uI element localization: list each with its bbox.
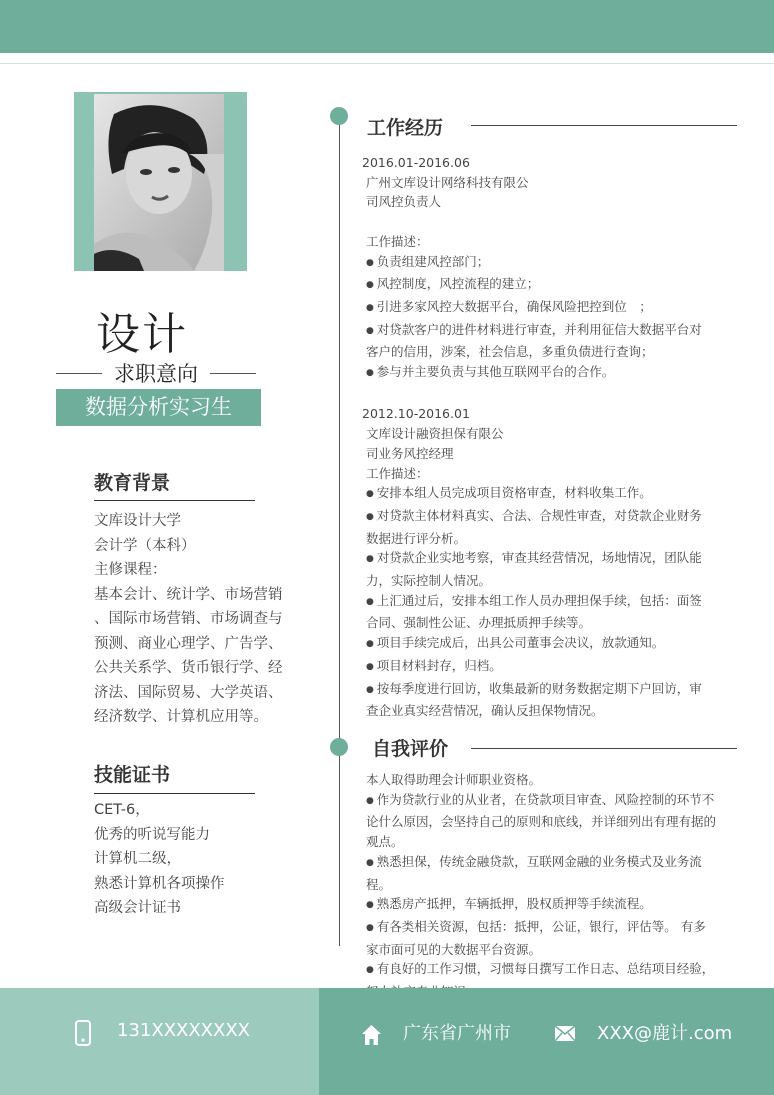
target-position: 数据分析实习生 bbox=[56, 389, 261, 426]
education-heading: 教育背景 bbox=[94, 472, 171, 494]
job-duty: ● 参与并主要负责与其他互联网平台的合作。 bbox=[362, 362, 714, 385]
job-desc-label: 工作描述： bbox=[366, 233, 429, 249]
top-divider bbox=[0, 63, 774, 64]
education-line: 、国际市场营销、市场调查与 bbox=[94, 611, 283, 627]
profile-photo bbox=[94, 94, 224, 271]
intent-rule-right bbox=[210, 373, 256, 374]
job-company: 文库设计融资担保有限公 bbox=[366, 426, 504, 442]
job-title: 司风控负责人 bbox=[366, 194, 442, 210]
timeline-line bbox=[339, 116, 340, 946]
education-line: 预测、商业心理学、广告学、 bbox=[94, 635, 283, 652]
job-intent-label: 求职意向 bbox=[114, 362, 198, 386]
skill-line: 高级会计证书 bbox=[94, 900, 181, 916]
job-duty: ● 安排本组人员完成项目资格审查，材料收集工作。 bbox=[362, 483, 714, 506]
email: XXX@鹿计.com bbox=[597, 1023, 733, 1044]
job-intent-row bbox=[56, 358, 256, 386]
job-period: 2016.01-2016.06 bbox=[362, 155, 470, 170]
job-duty: ● 对贷款客户的进件材料进行审查，并利用征信大数据平台对客户的信用，涉案，社会信息，多重负债进行查询； bbox=[362, 320, 714, 362]
education-list bbox=[94, 509, 304, 730]
skills-list bbox=[94, 798, 304, 921]
job-duty: ● 上汇通过后，安排本组工作人员办理担保手续，包括：面签合同、强制性公证、办理抵质押手续等。 bbox=[362, 591, 714, 633]
timeline-dot-work bbox=[330, 107, 348, 125]
phone-icon bbox=[75, 1020, 91, 1050]
address: 广东省广州市 bbox=[403, 1023, 511, 1044]
work-rule bbox=[471, 125, 737, 126]
job-duty: ● 项目材料封存，归档。 bbox=[362, 656, 714, 679]
spacer bbox=[362, 212, 714, 232]
education-line: 济法、国际贸易、大学英语、 bbox=[94, 684, 283, 701]
job-desc-label: 工作描述： bbox=[366, 465, 429, 481]
self-eval-point: ● 熟悉担保，传统金融贷款，互联网金融的业务模式及业务流程。 bbox=[366, 852, 718, 894]
job-duty: ● 风控制度，风控流程的建立； bbox=[362, 274, 714, 297]
mail-icon bbox=[555, 1026, 575, 1045]
education-line: 会计学（本科） bbox=[94, 537, 196, 554]
education-line: 文库设计大学 bbox=[94, 513, 181, 529]
skill-line: 熟悉计算机各项操作 bbox=[94, 875, 225, 892]
self-eval-point: ● 有良好的工作习惯，习惯每日撰写工作日志、总结项目经验， bbox=[366, 959, 718, 1001]
spacer bbox=[362, 385, 714, 405]
skill-line: 计算机二级， bbox=[94, 851, 181, 867]
job-duty: ● 对贷款企业实地考察，审查其经营情况，场地情况，团队能力，实际控制人情况。 bbox=[362, 548, 714, 590]
job-duty: ● 负责组建风控部门； bbox=[362, 252, 714, 275]
job-duty: ● 按每季度进行回访，收集最新的财务数据定期下户回访，审查企业真实经营情况，确认反担保物情况。 bbox=[362, 679, 714, 721]
job-duty: ● 对贷款主体材料真实、合法、合规性审查，对贷款企业财务数据进行评分析。 bbox=[362, 506, 714, 548]
job-duty: ● 项目手续完成后，出具公司董事会决议，放款通知。 bbox=[362, 633, 714, 656]
home-icon bbox=[361, 1024, 382, 1050]
footer-contact-left bbox=[0, 988, 319, 1095]
self-eval-point: ● 作为贷款行业的从业者，在贷款项目审查、风险控制的环节不论什么原因，会坚持自己的原则和底线，并详细列出有理有据的观点。 bbox=[366, 790, 718, 852]
education-line: 基本会计、统计学、市场营销 bbox=[94, 586, 283, 603]
self-eval-point: ● 熟悉房产抵押，车辆抵押，股权质押等手续流程。 bbox=[366, 894, 718, 917]
education-line: 经济数学、计算机应用等。 bbox=[94, 709, 268, 725]
skill-line: CET-6， bbox=[94, 802, 150, 818]
work-heading: 工作经历 bbox=[367, 117, 444, 139]
job-title: 司业务风控经理 bbox=[366, 445, 454, 461]
education-line: 主修课程： bbox=[94, 562, 167, 578]
job-period: 2012.10-2016.01 bbox=[362, 406, 470, 422]
self-eval-rule bbox=[471, 748, 737, 749]
phone-number: 131XXXXXXXX bbox=[117, 1020, 251, 1041]
job-company: 广州文库设计网络科技有限公 bbox=[366, 174, 529, 190]
skills-rule bbox=[94, 793, 255, 794]
job-duty: ● 引进多家风控大数据平台，确保风险把控到位 ； bbox=[362, 297, 714, 320]
timeline-dot-self bbox=[330, 738, 348, 756]
self-evaluation bbox=[366, 770, 718, 1002]
education-rule bbox=[94, 500, 255, 501]
self-eval-heading: 自我评价 bbox=[372, 738, 449, 760]
work-experience bbox=[362, 153, 714, 721]
intent-rule-left bbox=[56, 373, 102, 374]
candidate-name: 设计 bbox=[96, 309, 188, 360]
education-line: 公共关系学、货币银行学、经 bbox=[94, 660, 283, 676]
top-banner bbox=[0, 0, 774, 53]
skill-line: 优秀的听说写能力 bbox=[94, 826, 210, 843]
self-eval-point: ● 有各类相关资源，包括：抵押，公证，银行，评估等。 有多家市面可见的大数据平台资源。 bbox=[366, 917, 718, 959]
skills-heading: 技能证书 bbox=[94, 764, 171, 786]
self-eval-intro: 本人取得助理会计师职业资格。 bbox=[366, 772, 542, 787]
